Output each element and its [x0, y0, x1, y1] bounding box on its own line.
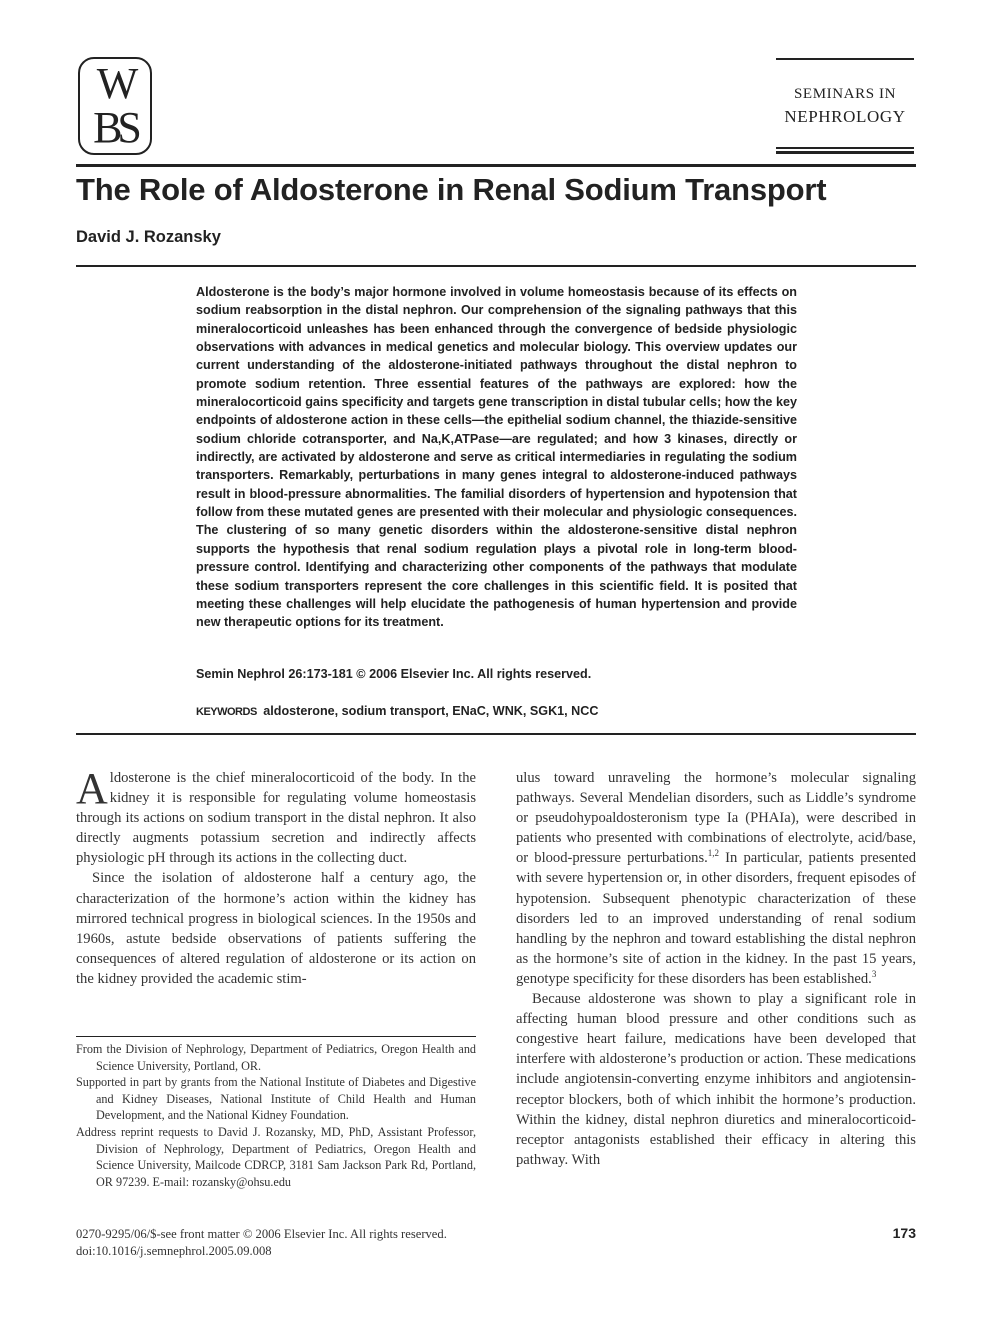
- journal-bottom-rule-1: [776, 147, 914, 149]
- keywords-text: aldosterone, sodium transport, ENaC, WNK, SGK1, NCC: [263, 704, 599, 718]
- body-text: ldosterone is the chief mineralocorticoid of the body. In the kidney it is responsible for regulating volume homeostasis through its actions on sodium transport in the distal nephron. It also directly augments potassium secretion and indirectly affects physiologic pH through its actions in the collecting duct.: [76, 770, 476, 867]
- abstract-rule: [76, 733, 916, 735]
- journal-name-line1: SEMINARS IN: [793, 86, 897, 102]
- body-column-right: [516, 768, 916, 1170]
- body-column-left: [76, 764, 476, 989]
- body-text: ulus toward unraveling the hormone’s molecular signaling pathways. Several Mendelian disorders, such as Liddle’s syndrome or pseudohypoaldosteronism type Ia (PHAIa), were described in patients who presented with combinations of electrolyte, acid/base, or blood-pressure perturbations.: [516, 770, 916, 867]
- body-paragraph: Since the isolation of aldosterone half a century ago, the characterization of the hormone’s action within the kidney has mirrored technical progress in biological sciences. In the 1950s and 1960s, astute bedside observations of patients suffering the consequences of altered regulation of aldosterone or its action on the kidney provided the academic stim-: [76, 870, 476, 987]
- journal-top-rule: [776, 58, 914, 60]
- footnote-affiliation: From the Division of Nephrology, Department of Pediatrics, Oregon Health and Science University, Portland, OR.: [76, 1042, 476, 1073]
- keywords: [196, 704, 598, 718]
- article-author: David J. Rozansky: [76, 228, 221, 246]
- article-title: The Role of Aldosterone in Renal Sodium Transport: [76, 172, 827, 207]
- footnotes: [76, 1041, 476, 1190]
- publisher-logo: [78, 57, 152, 155]
- drop-cap: A: [76, 764, 108, 813]
- logo-line2: BS: [93, 103, 137, 152]
- reference-marker[interactable]: 1,2: [707, 848, 720, 859]
- logo-line1: W: [96, 59, 134, 108]
- journal-bottom-rule-2: [776, 151, 914, 154]
- author-rule: [76, 265, 916, 267]
- footnote-correspondence: Address reprint requests to David J. Rozansky, MD, PhD, Assistant Professor, Division of Nephrology, Department of Pediatrics, Oregon Health and Science University, Mailcode CDRCP, 3181 Sam Jackson Park Rd, Portland, OR 97239. E-mail: rozansky@ohsu.edu: [76, 1124, 476, 1189]
- body-text: In particular, patients presented with severe hypertension or, in other disorders, frequent episodes of hypotension. Subsequent phenotypic characterization of these disorders led to an improved understanding of renal sodium handling by the nephron and toward establishing the distal nephron as the hormone’s site of action in the kidney. In the past 15 years, genotype specificity for these disorders has been established.: [516, 850, 916, 987]
- header-rule: [76, 164, 916, 167]
- body-paragraph: Because aldosterone was shown to play a significant role in affecting human blood pressure and other conditions such as congestive heart failure, medications have been developed that interfere with aldosterone’s production or action. These medications include angiotensin-converting enzyme inhibitors and angiotensin-receptor blockers, both of which inhibit the hormone’s production. Within the kidney, distal nephron diuretics and mineralocorticoid-receptor antagonists established their efficacy in altering this pathway. With: [516, 991, 916, 1168]
- body-paragraph: [76, 764, 476, 868]
- citation: Semin Nephrol 26:173-181 © 2006 Elsevier Inc. All rights reserved.: [196, 667, 592, 681]
- copyright-line: 0270-9295/06/$-see front matter © 2006 Elsevier Inc. All rights reserved.: [76, 1227, 447, 1241]
- doi-line: doi:10.1016/j.semnephrol.2005.09.008: [76, 1244, 272, 1258]
- page-number: 173: [892, 1225, 916, 1241]
- footnote-rule: [76, 1036, 476, 1037]
- reference-marker[interactable]: 3: [871, 969, 877, 980]
- journal-name-line2: NEPHROLOGY: [784, 107, 906, 126]
- keywords-label: KEYWORDS: [196, 706, 257, 718]
- body-paragraph: [516, 768, 916, 989]
- abstract: Aldosterone is the body’s major hormone involved in volume homeostasis because of its effects on sodium reabsorption in the distal nephron. Our comprehension of the signaling pathways that this mineralocorticoid unleashes has been enhanced through the convergence of bedside physiologic observations with advances in medical genetics and molecular biology. This overview updates our current understanding of the aldosterone-initiated pathways throughout the distal nephron to promote sodium retention. Three essential features of the pathways are explored: how the mineralocorticoid gains specificity and targets gene transcription in distal tubular cells; how the key endpoints of aldosterone action in these cells—the epithelial sodium channel, the thiazide-sensitive sodium chloride cotransporter, and Na,K,ATPase—are regulated; and how 3 kinases, directly or indirectly, are activated by aldosterone and serve as critical intermediaries in regulating the sodium transporters. Remarkably, perturbations in many genes integral to aldosterone-induced pathways result in blood-pressure abnormalities. The familial disorders of hypertension and hypotension that follow from these mutated genes are presented with their molecular and physiologic consequences. The clustering of so many genetic disorders within the aldosterone-sensitive distal nephron supports the hypothesis that renal sodium regulation plays a pivotal role in long-term blood-pressure control. Identifying and characterizing other components of the pathways that modulate these sodium transporters represent the core challenges in this scientific field. It is posited that meeting these challenges will help elucidate the pathogenesis of human hypertension and provide new therapeutic options for its treatment.: [196, 285, 797, 630]
- footnote-funding: Supported in part by grants from the National Institute of Diabetes and Digestive and Kidney Diseases, National Institute of Child Health and Human Development, and the National Kidney Foundation.: [76, 1075, 476, 1123]
